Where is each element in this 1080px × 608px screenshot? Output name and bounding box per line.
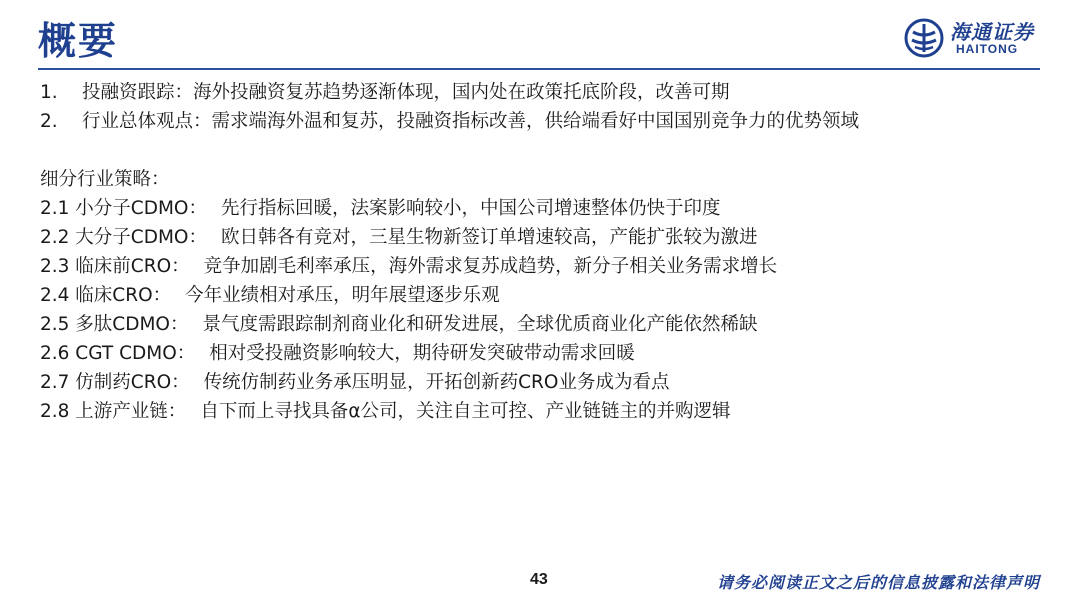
strategy-text: 先行指标回暖，法案影响较小，中国公司增速整体仍快于印度 bbox=[221, 198, 721, 219]
logo-text-en: HAITONG bbox=[956, 42, 1019, 56]
strategy-label: 2.4 临床CRO： bbox=[40, 285, 172, 306]
strategy-text: 自下而上寻找具备α公司，关注自主可控、产业链链主的并购逻辑 bbox=[200, 401, 731, 422]
strategy-label: 2.2 大分子CDMO： bbox=[40, 227, 207, 248]
main-point-number: 1. bbox=[40, 82, 58, 103]
strategy-item bbox=[40, 310, 1050, 339]
strategy-item bbox=[40, 281, 1050, 310]
strategy-item bbox=[40, 252, 1050, 281]
content-body bbox=[40, 78, 1050, 426]
strategy-text: 今年业绩相对承压，明年展望逐步乐观 bbox=[185, 285, 500, 306]
strategy-item bbox=[40, 223, 1050, 252]
legal-disclaimer: 请务必阅读正文之后的信息披露和法律声明 bbox=[716, 573, 1040, 592]
main-point bbox=[40, 107, 1050, 136]
page-title: 概要 bbox=[38, 19, 119, 63]
company-logo bbox=[904, 16, 1044, 64]
strategy-label: 2.7 仿制药CRO： bbox=[40, 372, 190, 393]
strategy-text: 欧日韩各有竞对，三星生物新签订单增速较高，产能扩张较为激进 bbox=[221, 227, 758, 248]
strategy-item bbox=[40, 397, 1050, 426]
strategy-text: 竞争加剧毛利率承压，海外需求复苏成趋势，新分子相关业务需求增长 bbox=[203, 256, 778, 277]
main-point-text: 投融资跟踪：海外投融资复苏趋势逐渐体现，国内处在政策托底阶段，改善可期 bbox=[82, 82, 730, 103]
spacer bbox=[40, 136, 1050, 165]
title-divider bbox=[38, 68, 1040, 70]
main-point-text: 行业总体观点：需求端海外温和复苏，投融资指标改善，供给端看好中国国别竞争力的优势领域 bbox=[82, 111, 860, 132]
strategy-item bbox=[40, 194, 1050, 223]
strategy-label: 2.1 小分子CDMO： bbox=[40, 198, 207, 219]
strategy-heading: 细分行业策略： bbox=[40, 169, 170, 190]
strategy-text: 景气度需跟踪制剂商业化和研发进展，全球优质商业化产能依然稀缺 bbox=[202, 314, 758, 335]
strategy-text: 相对受投融资影响较大，期待研发突破带动需求回暖 bbox=[209, 343, 635, 364]
strategy-item bbox=[40, 339, 1050, 368]
strategy-label: 2.3 临床前CRO： bbox=[40, 256, 190, 277]
strategy-item bbox=[40, 368, 1050, 397]
logo-text-cn: 海通证券 bbox=[950, 20, 1034, 44]
haitong-logo-icon bbox=[904, 18, 944, 58]
main-point bbox=[40, 78, 1050, 107]
main-point-number: 2. bbox=[40, 111, 58, 132]
page-number: 43 bbox=[530, 571, 548, 588]
strategy-text: 传统仿制药业务承压明显，开拓创新药CRO业务成为看点 bbox=[203, 372, 670, 393]
strategy-label: 2.6 CGT CDMO： bbox=[40, 343, 196, 364]
strategy-label: 2.8 上游产业链： bbox=[40, 401, 187, 422]
strategy-label: 2.5 多肽CDMO： bbox=[40, 314, 189, 335]
